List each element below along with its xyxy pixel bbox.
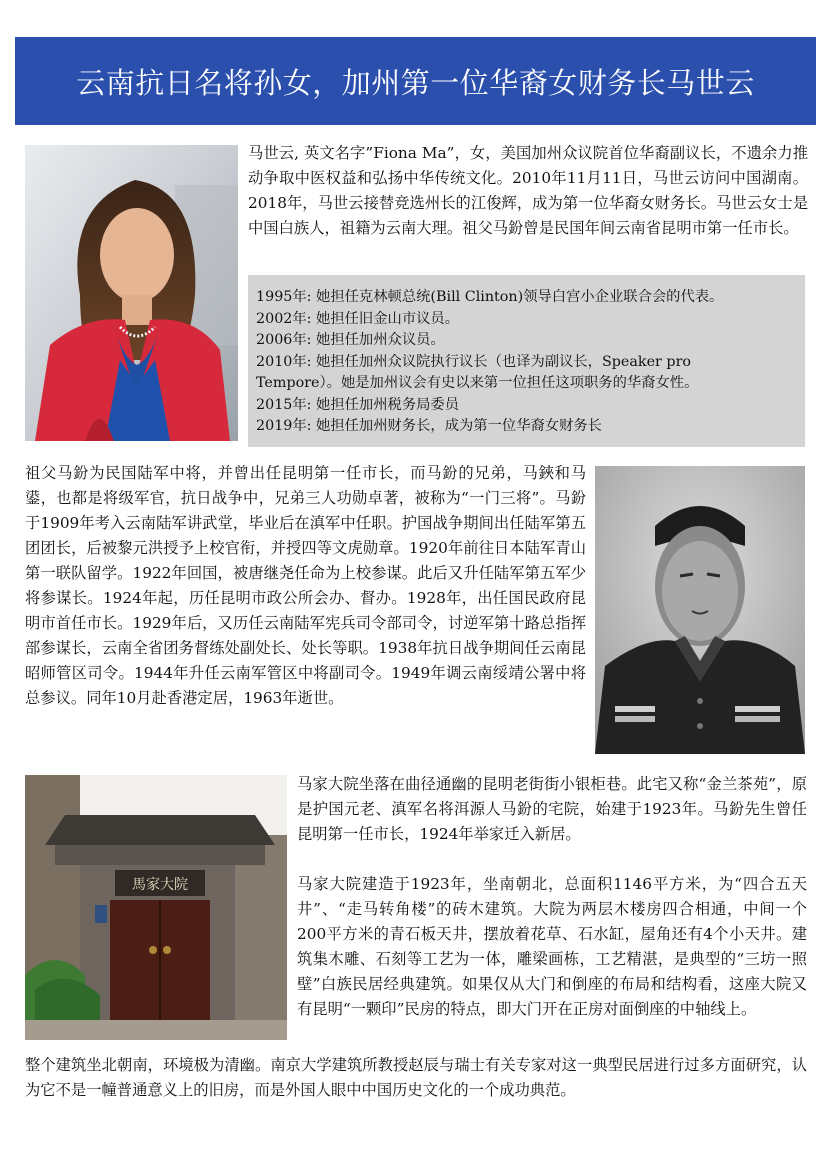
svg-text:馬家大院: 馬家大院 [132,877,188,893]
timeline-item: 2002年: 她担任旧金山市议员。 [256,310,460,327]
portrait-photo-fiona-ma [25,145,238,441]
courtyard-gate-photo [25,775,287,1040]
military-portrait-photo [595,466,805,754]
timeline-item: 2006年: 她担任加州众议员。 [256,332,445,348]
timeline-item: 2010年: 她担任加州众议院执行议长（也译为副议长，Speaker pro [256,353,692,370]
timeline-item: 2019年: 她担任加州财务长，成为第一位华裔女财务长 [256,418,602,434]
intro-paragraph: 马世云, 英文名字”Fiona Ma”，女，美国加州众议院首位华裔副议长，不遗余力推动争取中医权益和弘扬中华传统文化。2010年11月11日，马世云访问中国湖南。2018年，马世云接替竞选州长的江俊辉，成为第一位华裔女财务长。马世云女士是中国白族人，祖籍为云南大理。祖父马鈖曾是民国年间云南省昆明市第一任市长。 [248,144,808,237]
page-title: 云南抗日名将孙女，加州第一位华裔女财务长马世云 [76,65,755,100]
timeline-item: 2015年: 她担任加州税务局委员 [256,396,460,413]
page-title-banner [15,37,816,125]
closing-paragraph: 整个建筑坐北朝南，环境极为清幽。南京大学建筑所教授赵辰与瑞士有关专家对这一典型民居进行过多方面研究，认为它不是一幢普通意义上的旧房，而是外国人眼中中国历史文化的一个成功典范。 [25,1056,807,1099]
house-paragraph-1: 马家大院坐落在曲径通幽的昆明老街街小银柜巷。此宅又称“金兰茶苑”，原是护国元老、滇军名将洱源人马鈖的宅院，始建于1923年。马鈖先生曾任昆明第一任市长，1924年举家迁入新居。 [297,775,807,843]
timeline-box [248,275,805,447]
timeline-item: 1995年: 她担任克林顿总统(Bill Clinton)领导白宫小企业联合会的代表。 [256,289,724,305]
timeline-item: Tempore）。她是加州议会有史以来第一位担任这项职务的华裔女性。 [256,375,699,391]
biography-paragraph: 祖父马鈖为民国陆军中将，并曾出任昆明第一任市长，而马鈖的兄弟，马鋏和马鍙，也都是将级军官，抗日战争中，兄弟三人功勋卓著，被称为“一门三将”。马鈖于1909年考入云南陆军讲武堂，毕业后在滇军中任职。护国战争期间出任陆军第五团团长，后被黎元洪授予上校官衔，并授四等文虎勋章。1920年前往日本陆军青山第一联队留学。1922年回国，被唐继尧任命为上校参谋。此后又升任陆军第五军少将参谋长。1924年起，历任昆明市政公所会办、督办。1928年，出任国民政府昆明市首任市长。1929年后，又历任云南陆军宪兵司令部司令，讨逆军第十路总指挥部参谋长，云南全省团务督练处副处长、处长等职。1938年抗日战争期间任云南昆昭师管区司令。1944年升任云南军管区中将副司令。1949年调云南绥靖公署中将总参议。同年10月赴香港定居，1963年逝世。 [25,464,586,707]
house-paragraph-2: 马家大院建造于1923年，坐南朝北，总面积1146平方米，为“四合五天井”、“走马转角楼”的砖木建筑。大院为两层木楼房四合相通，中间一个200平方米的青石板天井，摆放着花草、石水缸，屋角还有4个小天井。建筑集木雕、石刻等工艺为一体，雕梁画栋，工艺精湛，是典型的“三坊一照壁”白族民居经典建筑。如果仅从大门和倒座的布局和结构看，这座大院又有昆明“一颗印”民房的特点，即大门开在正房对面倒座的中轴线上。 [297,875,807,1018]
